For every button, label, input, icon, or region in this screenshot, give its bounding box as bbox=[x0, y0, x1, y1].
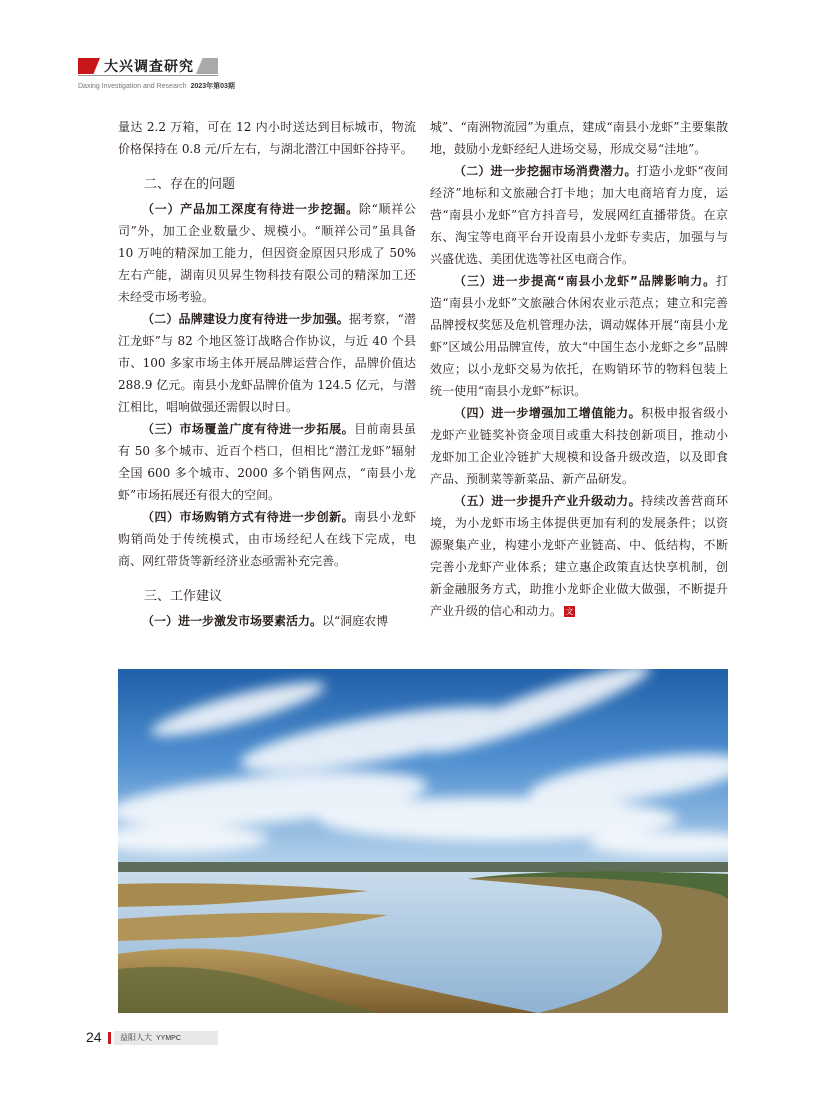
subheading: （四）市场购销方式有待进一步创新。 bbox=[142, 510, 355, 524]
right-paragraph-1 bbox=[430, 160, 728, 270]
end-mark-icon: 文 bbox=[565, 607, 574, 616]
section-heading-problems: 二、存在的问题 bbox=[144, 177, 236, 192]
subheading: （二）品牌建设力度有待进一步加强。 bbox=[142, 312, 349, 326]
left-paragraph-5 bbox=[118, 610, 416, 632]
lake-landscape-image bbox=[118, 669, 728, 1013]
page-header bbox=[78, 58, 235, 98]
far-treeline bbox=[118, 862, 728, 872]
header-issue: 2023年第03期 bbox=[190, 83, 235, 90]
page-footer bbox=[86, 1030, 216, 1046]
subheading: （五）进一步提升产业升级动力。 bbox=[454, 494, 642, 508]
left-paragraph-4 bbox=[118, 506, 416, 572]
paragraph-body: 据考察，“潜江龙虾”与 82 个地区签订战略合作协议，与近 40 个县市、100 多家市场主体开展品牌运营合作，品牌价值达 288.9 亿元。南县小龙虾品牌价值为 124.5 亿元，与潜江相比，唱响做强还需假以时日。 bbox=[118, 312, 416, 414]
right-paragraph-4 bbox=[430, 490, 728, 622]
magazine-name-en: YYMPC bbox=[156, 1035, 181, 1042]
paragraph-body: 持续改善营商环境，为小龙虾市场主体提供更加有利的发展条件；以资源聚集产业，构建小龙虾产业链高、中、低结构，不断完善小龙虾产业体系；建立惠企政策直达快享机制，创新金融服务方式，助推小龙虾企业做大做强，不断提升产业升级的信心和动力。 bbox=[430, 494, 728, 618]
subheading: （二）进一步挖掘市场消费潜力。 bbox=[454, 164, 637, 178]
right-column bbox=[430, 116, 728, 622]
subheading: （四）进一步增强加工增值能力。 bbox=[454, 406, 642, 420]
header-title: 大兴调查研究 bbox=[104, 59, 194, 75]
left-paragraph-2 bbox=[118, 308, 416, 418]
subheading: （三）进一步提高“南县小龙虾”品牌影响力。 bbox=[454, 274, 716, 288]
right-paragraph-0: 城”、“南洲物流园”为重点，建成“南县小龙虾”主要集散地，鼓励小龙虾经纪人进场交易，形成交易“洼地”。 bbox=[430, 120, 728, 156]
subheading: （三）市场覆盖广度有待进一步拓展。 bbox=[142, 422, 355, 436]
paragraph-body: 南县小龙虾购销尚处于传统模式，由市场经纪人在线下完成，电商、网红带货等新经济业态亟需补充完善。 bbox=[118, 510, 416, 568]
section-heading-suggestions: 三、工作建议 bbox=[144, 589, 223, 604]
right-paragraph-2 bbox=[430, 270, 728, 402]
lake-photo bbox=[118, 669, 728, 1013]
paragraph-body: 打造“南县小龙虾”文旅融合休闲农业示范点；建立和完善品牌授权奖惩及危机管理办法，调动媒体开展“南县小龙虾”区域公用品牌宣传，放大“中国生态小龙虾之乡”品牌效应；以小龙虾交易为依托，在购销环节的物料包装上统一使用“南县小龙虾”标识。 bbox=[430, 274, 728, 398]
footer-magazine-box bbox=[114, 1031, 218, 1045]
left-column bbox=[118, 116, 416, 632]
left-paragraph-3 bbox=[118, 418, 416, 506]
paragraph-body: 积极申报省级小龙虾产业链奖补资金项目或重大科技创新项目，推动小龙虾加工企业冷链扩大规模和设备升级改造，以及即食产品、预制菜等新菜品、新产品研发。 bbox=[430, 406, 728, 486]
right-paragraph-3 bbox=[430, 402, 728, 490]
magazine-name: 益阳人大 bbox=[120, 1033, 152, 1042]
paragraph-body: 以“洞庭农博 bbox=[322, 614, 389, 628]
paragraph-body: 打造小龙虾“夜间经济”地标和文旅融合打卡地；加大电商培育力度，运营“南县小龙虾”官方抖音号，发展网红直播带货。在京东、淘宝等电商平台开设南县小龙虾专卖店，加强与与兴盛优选、美团优选等社区电商合作。 bbox=[430, 164, 728, 266]
header-subtitle-en: Daxing Investigation and Research bbox=[78, 83, 187, 90]
header-subtitle bbox=[78, 81, 235, 91]
footer-red-bar bbox=[108, 1032, 111, 1044]
left-paragraph-1 bbox=[118, 198, 416, 308]
header-gray-tab bbox=[196, 58, 218, 74]
header-rule bbox=[78, 75, 218, 76]
header-red-tab bbox=[78, 58, 100, 74]
page-number: 24 bbox=[86, 1029, 102, 1045]
paragraph-body: 除“顺祥公司”外，加工企业数量少、规模小。“顺祥公司”虽具备 10 万吨的精深加工能力，但因资金原因只形成了 50%左右产能，湖南贝贝昇生物科技有限公司的精深加工还未经受市场考验。 bbox=[118, 202, 416, 304]
subheading: （一）进一步激发市场要素活力。 bbox=[142, 614, 323, 628]
left-paragraph-0: 量达 2.2 万箱，可在 12 内小时送达到目标城市，物流价格保持在 0.8 元/斤左右，与湖北潜江中国虾谷持平。 bbox=[118, 120, 416, 156]
subheading: （一）产品加工深度有待进一步挖掘。 bbox=[142, 202, 359, 216]
paragraph-body: 目前南县虽有 50 多个城市、近百个档口，但相比“潜江龙虾”辐射全国 600 多个城市、2000 多个销售网点，“南县小龙虾”市场拓展还有很大的空间。 bbox=[118, 422, 416, 502]
